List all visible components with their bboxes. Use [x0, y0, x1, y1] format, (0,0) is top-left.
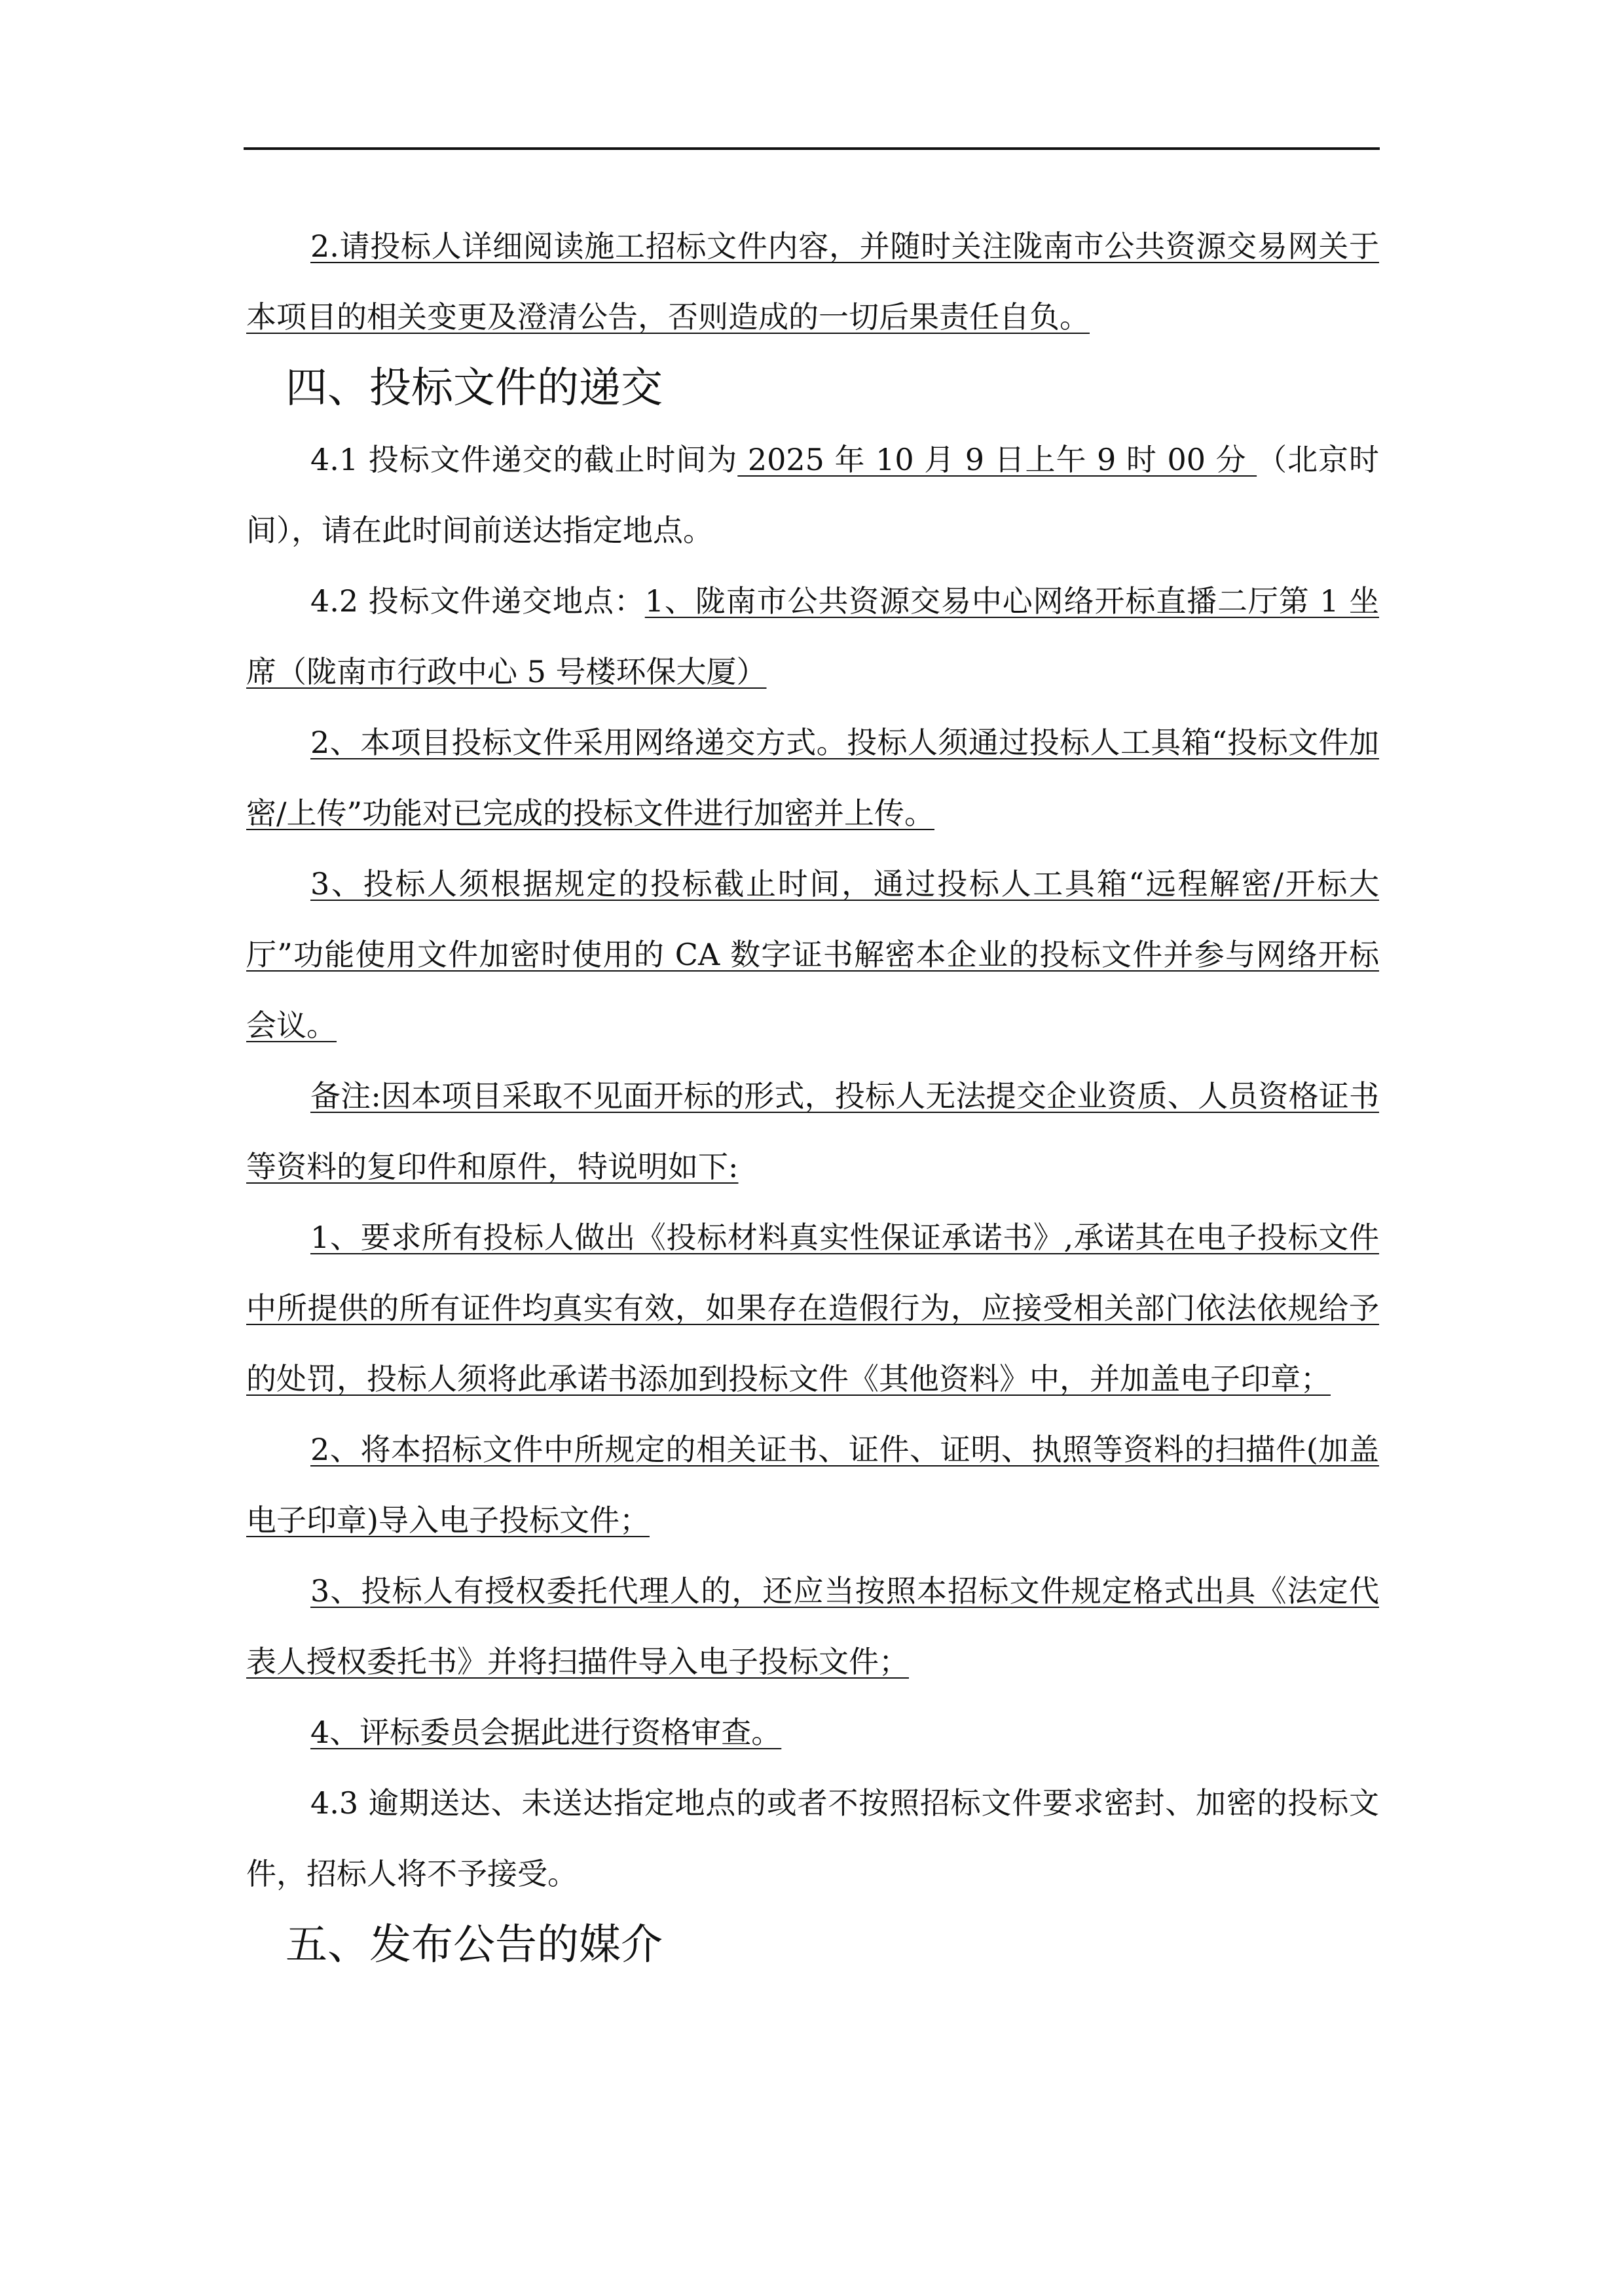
location: 1、陇南市公共资源交易中心网络开标直播二厅第 1 坐席（陇南市行政中心 5 号楼环保大厦） — [246, 583, 1379, 689]
text: 4、评标委员会据此进行资格审查。 — [310, 1715, 782, 1750]
paragraph-4-3: 4.3 逾期送达、未送达指定地点的或者不按照招标文件要求密封、加密的投标文件，招标人将不予接受。 — [246, 1785, 1379, 1891]
note-item-2 — [246, 1414, 1379, 1556]
note-item-3 — [246, 1556, 1379, 1697]
text: 备注:因本项目采取不见面开标的形式，投标人无法提交企业资质、人员资格证书等资料的复印件和原件，特说明如下: — [246, 1078, 1379, 1184]
text: 2.请投标人详细阅读施工招标文件内容，并随时关注陇南市公共资源交易网关于本项目的相关变更及澄清公告，否则造成的一切后果责任自负。 — [246, 228, 1379, 335]
text: 1、要求所有投标人做出《投标材料真实性保证承诺书》,承诺其在电子投标文件中所提供的所有证件均真实有效，如果存在造假行为，应接受相关部门依法依规给予的处罚，投标人须将此承诺书添加到投标文件《其他资料》中，并加盖电子印章； — [246, 1220, 1379, 1396]
note-paragraph — [246, 1061, 1379, 1202]
section-heading-5: 五、发布公告的媒介 — [286, 1921, 663, 1969]
text: 4.2 投标文件递交地点： — [310, 583, 645, 619]
note-item-4 — [246, 1697, 1379, 1768]
paragraph-4-1 — [246, 424, 1379, 566]
header-rule — [244, 147, 1380, 150]
section-heading-4: 四、投标文件的递交 — [286, 364, 663, 412]
document-body — [246, 211, 1379, 1981]
text: （北京时间），请在此时间前送达指定地点。 — [246, 442, 1380, 548]
paragraph-2 — [246, 211, 1379, 352]
paragraph-4-2-3 — [246, 848, 1379, 1061]
text: 3、投标人有授权委托代理人的，还应当按照本招标文件规定格式出具《法定代表人授权委托书》并将扫描件导入电子投标文件； — [246, 1573, 1379, 1679]
text: 3、投标人须根据规定的投标截止时间，通过投标人工具箱“远程解密/开标大厅”功能使用文件加密时使用的 CA 数字证书解密本企业的投标文件并参与网络开标会议。 — [246, 866, 1380, 1043]
deadline: 2025 年 10 月 9 日上午 9 时 00 分 — [737, 442, 1257, 477]
paragraph-4-2 — [246, 566, 1379, 707]
text: 2、本项目投标文件采用网络递交方式。投标人须通过投标人工具箱“投标文件加密/上传”功能对已完成的投标文件进行加密并上传。 — [246, 725, 1379, 831]
text: 2、将本招标文件中所规定的相关证书、证件、证明、执照等资料的扫描件(加盖电子印章)导入电子投标文件； — [246, 1432, 1379, 1538]
text: 4.1 投标文件递交的截止时间为 — [310, 442, 738, 477]
note-item-1 — [246, 1202, 1379, 1414]
paragraph-4-2-2 — [246, 707, 1379, 848]
